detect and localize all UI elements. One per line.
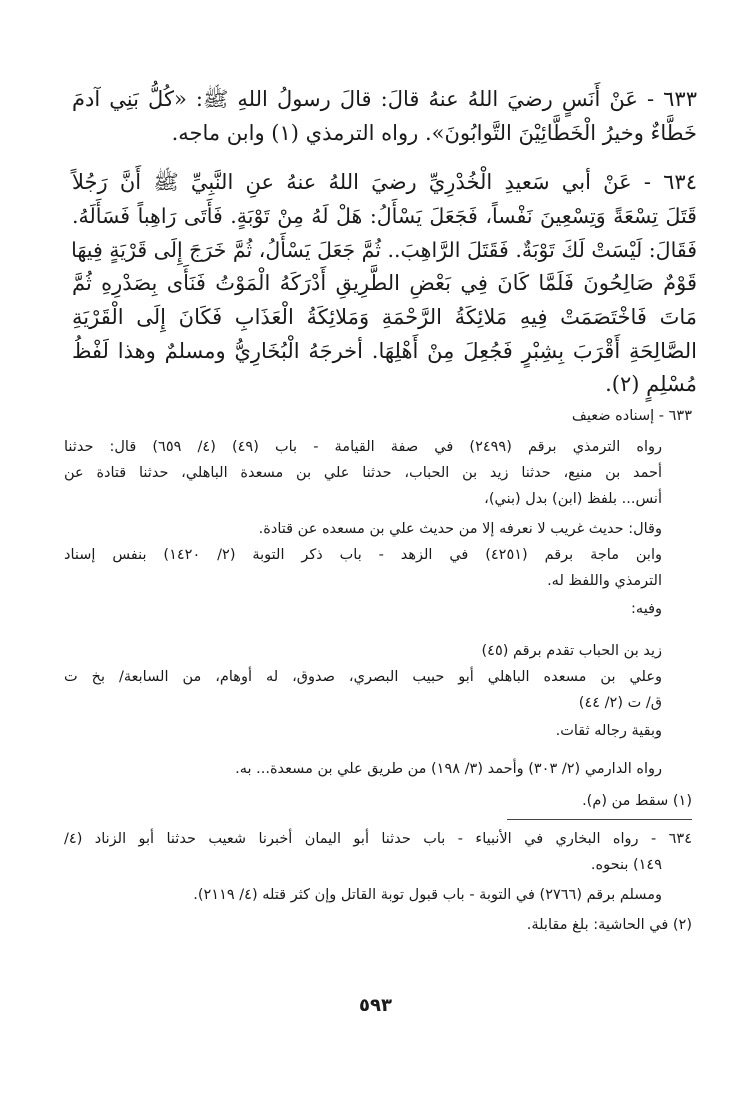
takhrij-line: وبقية رجاله ثقات. (555, 723, 662, 739)
takhrij-line: وقال: حديث غريب لا نعرفه إلا من حديث علي بن مسعده عن قتادة. (258, 521, 662, 537)
takhrij-line: رواه الدارمي (٢/ ٣٠٣) وأحمد (٣/ ١٩٨) من طريق علي بن مسعدة... به. (235, 761, 662, 777)
takhrij-634-line: ومسلم برقم (٢٧٦٦) في التوبة - باب قبول توبة القاتل وإن كثر قتله (٤/ ٢١١٩). (193, 887, 662, 903)
hadith-633-line-1: ٦٣٣ - عَنْ أَنَسٍ رضيَ اللهُ عنهُ قالَ: قالَ رسولُ اللهِ ﷺ: «كُلُّ بَنِي آدمَ (72, 87, 697, 111)
footnote-1: (١) سقط من (م). (582, 793, 692, 809)
takhrij-line: وفيه: (631, 601, 662, 617)
takhrij-line: وعلي بن مسعده الباهلي أبو حبيب البصري، صدوق، له أوهام، من السابعة/ بخ ت (64, 669, 662, 685)
hadith-634-line-2: قَتَلَ تِسْعَةً وَتِسْعِينَ نَفْساً، فَجَعَلَ يَسْأَلُ: هَلْ لَهُ مِنْ تَوْبَةٍ. فَأَتَى رَاهِباً فَسَأَلَهُ. (72, 204, 697, 228)
hadith-634-line-7: مُسْلِمٍ (٢). (605, 372, 697, 396)
takhrij-634-line: ٦٣٤ - رواه البخاري في الأنبياء - باب حدثنا أبو اليمان أخبرنا شعيب حدثنا أبو الزناد (٤/ (64, 831, 692, 847)
takhrij-line: الترمذي واللفظ له. (547, 573, 662, 589)
takhrij-634-line: ١٤٩) بنحوه. (590, 857, 662, 873)
footnote-2: (٢) في الحاشية: بلغ مقابلة. (526, 917, 692, 933)
takhrij-line: زيد بن الحباب تقدم برقم (٤٥) (481, 643, 662, 659)
footnote-divider (507, 819, 692, 820)
takhrij-line: أنس... بلفظ (ابن) بدل (بني)، (484, 491, 662, 507)
takhrij-633-heading: ٦٣٣ - إسناده ضعيف (571, 408, 692, 424)
takhrij-line: أحمد بن منيع، حدثنا زيد بن الحباب، حدثنا علي بن مسعدة الباهلي، حدثنا قتادة عن (64, 465, 662, 481)
hadith-634-line-1: ٦٣٤ - عَنْ أبي سَعيدِ الْخُدْرِيِّ رضيَ اللهُ عنهُ عنِ النَّبِيِّ ﷺ أَنَّ رَجُلاً (72, 170, 697, 194)
takhrij-line: ق/ ت (٢/ ٤٤) (578, 695, 662, 711)
hadith-634-line-6: الصَّالِحَةِ أَقْرَبَ بِشِبْرٍ فَجُعِلَ مِنْ أَهْلِهَا. أخرجَهُ الْبُخَارِيُّ ومسلمٌ وهذا لَفْظُ (72, 339, 697, 363)
page-number: ٥٩٣ (359, 995, 392, 1016)
hadith-634-line-4: قَوْمٌ صَالِحُونَ فَلَمَّا كَانَ فِي بَعْضِ الطَّرِيقِ أَدْرَكَهُ الْمَوْتُ فَنَأَى بِصَدْرِهِ ثُمَّ (72, 271, 697, 295)
hadith-633-line-2: خَطَّاءٌ وخيرُ الْخَطَّائِيْنَ التَّوابُونَ». رواه الترمذي (١) وابن ماجه. (171, 121, 697, 145)
takhrij-line: وابن ماجة برقم (٤٢٥١) في الزهد - باب ذكر التوبة (٢/ ١٤٢٠) بنفس إسناد (64, 547, 662, 563)
takhrij-line: رواه الترمذي برقم (٢٤٩٩) في صفة القيامة - باب (٤٩) (٤/ ٦٥٩) قال: حدثنا (64, 439, 662, 455)
hadith-634-line-3: فَقَالَ: لَيْسَتْ لَكَ تَوْبَةٌ. فَقَتَلَ الرَّاهِبَ.. ثُمَّ جَعَلَ يَسْأَلُ، ثُمَّ خَرَجَ إِلَى قَرْيَةٍ فِيهَا (71, 238, 697, 262)
hadith-634-line-5: مَاتَ فَاخْتَصَمَتْ فِيهِ مَلائِكَةُ الرَّحْمَةِ وَمَلائِكَةُ الْعَذَابِ فَكَانَ إِلَى الْقَرْيَةِ (72, 305, 697, 329)
